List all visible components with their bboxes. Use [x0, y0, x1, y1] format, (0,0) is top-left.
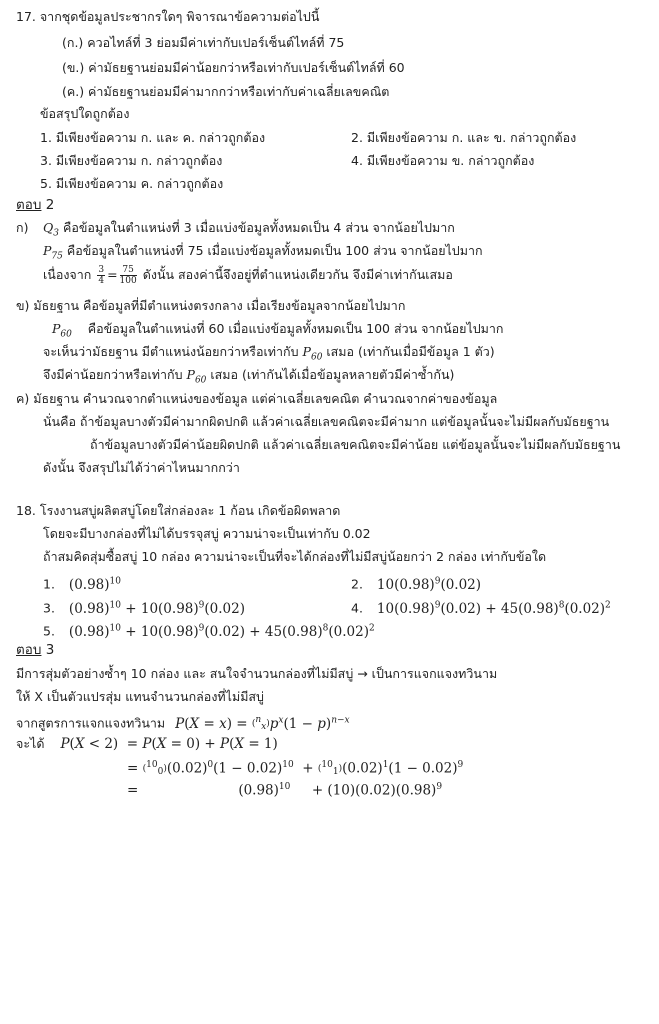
q18-choice-1: [43, 572, 121, 594]
choice-formula: $(0.98)^{10} + 10(0.98)^9(0.02) + 45(0.98)^8(0.02)^2$: [68, 623, 375, 640]
q17-explain-c-line2: นั่นคือ ถ้าข้อมูลบางตัวมีค่ามากผิดปกติ แล้วค่าเฉลี่ยเลขคณิตจะมีค่ามาก แต่ข้อมูลนั้นจะไม่มีผลกับมัธยฐาน: [43, 414, 610, 429]
q17-prompt: ข้อสรุปใดถูกต้อง: [40, 106, 130, 121]
q3-text: คือข้อมูลในตำแหน่งที่ 3 เมื่อแบ่งข้อมูลทั้งหมดเป็น 4 ส่วน จากน้อยไปมาก: [62, 220, 455, 235]
q17-explain-b-p60: [52, 320, 504, 344]
q18-stem: 18. โรงงานสบู่ผลิตสบู่โดยใส่กล่องละ 1 ก้อน เกิดข้อผิดพลาด: [16, 503, 341, 518]
q17-statement-a: (ก.) ควอไทล์ที่ 3 ย่อมมีค่าเท่ากับเปอร์เซ็นต์ไทล์ที่ 75: [62, 35, 345, 50]
q17-choice-5: 5. มีเพียงข้อความ ค. กล่าวถูกต้อง: [40, 176, 224, 191]
q17-explain-c-line4: ดังนั้น จึงสรุปไม่ได้ว่าค่าไหนมากกว่า: [43, 460, 240, 475]
fraction-75-100: $\frac{75}{100}$: [119, 265, 137, 286]
since-text: เนื่องจาก: [43, 267, 92, 282]
q18-solution-line6: = $(0.98)^{10}$ + $(10)(0.02)(0.98)^9$: [127, 782, 443, 799]
result-intro: จะได้: [16, 736, 45, 751]
p75-text: คือข้อมูลในตำแหน่งที่ 75 เมื่อแบ่งข้อมูลทั้งหมดเป็น 100 ส่วน จากน้อยไปมาก: [66, 243, 483, 258]
since-tail: ดังนั้น สองค่านี้จึงอยู่ที่ตำแหน่งเดียวกัน จึงมีค่าเท่ากันเสมอ: [142, 267, 453, 282]
q17-answer: [16, 196, 54, 214]
choice-formula: $10(0.98)^9(0.02)$: [376, 576, 482, 593]
binom-n-x: ($^n_x$): [251, 715, 270, 732]
binom-10-0: ($^{10}_0$): [142, 760, 167, 777]
q3-symbol: $Q_3$: [43, 220, 59, 239]
q18-line2: โดยจะมีบางกล่องที่ไม่ได้บรรจุสบู่ ความน่าจะเป็นเท่ากับ 0.02: [43, 526, 371, 541]
q18-answer: [16, 641, 54, 659]
q18-choice-5: [43, 619, 375, 641]
binomial-formula: $P(X = x) = (^n_x)p^x(1 - p)^{n-x}$: [175, 715, 350, 732]
so-text: จึงมีค่าน้อยกว่าหรือเท่ากับ: [43, 367, 183, 382]
answer-label: ตอบ: [16, 642, 42, 658]
fraction-3-4: $\frac{3}{4}$: [98, 265, 105, 286]
binom-10-1: ($^{10}_1$): [317, 760, 343, 777]
q18-line3: ถ้าสมคิดสุ่มซื้อสบู่ 10 กล่อง ความน่าจะเป็นที่จะได้กล่องที่ไม่มีสบู่น้อยกว่า 2 กล่อง เท่ากับข้อใด: [43, 549, 547, 564]
so-tail: เสมอ (เท่ากันได้เมื่อข้อมูลหลายตัวมีค่าซ้ำกัน): [210, 367, 455, 382]
answer-value: 3: [45, 642, 55, 658]
choice-number: 1.: [43, 576, 55, 592]
q18-solution-line2: ให้ X เป็นตัวแปรสุ่ม แทนจำนวนกล่องที่ไม่มีสบู่: [16, 689, 264, 704]
q17-explain-a-label: ก): [16, 220, 29, 235]
q18-choice-2: [351, 572, 481, 594]
see-text: จะเห็นว่ามัธยฐาน มีตำแหน่งน้อยกว่าหรือเท่ากับ: [43, 344, 299, 359]
q17-explain-b: ข) มัธยฐาน คือข้อมูลที่มีตำแหน่งตรงกลาง เมื่อเรียงข้อมูลจากน้อยไปมาก: [16, 298, 406, 313]
formula-intro: จากสูตรการแจกแจงทวินาม: [16, 715, 166, 731]
p75-symbol: $P_{75}$: [43, 243, 63, 262]
p60-symbol: $P_{60}$: [52, 321, 72, 340]
q17-choice-4: 4. มีเพียงข้อความ ข. กล่าวถูกต้อง: [351, 153, 535, 168]
q18-choice-4: [351, 596, 611, 618]
q17-explain-b-so: [43, 366, 454, 390]
q17-stem: 17. จากชุดข้อมูลประชากรใดๆ พิจารณาข้อความต่อไปนี้: [16, 9, 320, 24]
see-tail: เสมอ (เท่ากันเมื่อมีข้อมูล 1 ตัว): [326, 344, 495, 359]
choice-formula: $(0.98)^{10}$: [68, 576, 121, 593]
q17-explain-a-p75: [43, 242, 483, 266]
q17-choice-3: 3. มีเพียงข้อความ ก. กล่าวถูกต้อง: [40, 153, 223, 168]
q18-solution-line5: = $(^{10}_0)(0.02)^0(1 - 0.02)^{10} + (^{10}_1)(0.02)^1(1 - 0.02)^9$: [127, 760, 464, 777]
q18-solution-line3: [16, 711, 350, 733]
q18-choice-3: [43, 596, 245, 618]
q17-choice-2: 2. มีเพียงข้อความ ก. และ ข. กล่าวถูกต้อง: [351, 130, 577, 145]
q17-explain-a-since: เนื่องจาก $\frac{3}{4}$ = $\frac{75}{100}$ ดังนั้น สองค่านี้จึงอยู่ที่ตำแหน่งเดียวกัน จึงมีค่าเท่ากันเสมอ: [43, 265, 453, 286]
q17-explain-a-q3: [43, 219, 455, 243]
q17-explain-b-see: [43, 343, 495, 367]
probability-expression: P(X < 2) = P(X = 0) + P(X = 1): [60, 736, 278, 752]
choice-formula: $(0.98)^{10} + 10(0.98)^9(0.02)$: [68, 600, 245, 617]
q17-explain-c: ค) มัธยฐาน คำนวณจากตำแหน่งของข้อมูล แต่ค่าเฉลี่ยเลขคณิต คำนวณจากค่าของข้อมูล: [16, 391, 498, 406]
q17-explain-c-line3: ถ้าข้อมูลบางตัวมีค่าน้อยผิดปกติ แล้วค่าเฉลี่ยเลขคณิตจะมีค่าน้อย แต่ข้อมูลนั้นจะไม่มีผลกับมัธยฐาน: [90, 437, 621, 452]
q17-statement-c: (ค.) ค่ามัธยฐานย่อมมีค่ามากกว่าหรือเท่ากับค่าเฉลี่ยเลขคณิต: [62, 84, 390, 99]
q18-solution-line4: [16, 735, 278, 753]
answer-label: ตอบ: [16, 197, 42, 213]
choice-number: 4.: [351, 600, 363, 616]
choice-number: 2.: [351, 576, 363, 592]
choice-number: 3.: [43, 600, 55, 616]
q18-solution-line1: มีการสุ่มตัวอย่างซ้ำๆ 10 กล่อง และ สนใจจำนวนกล่องที่ไม่มีสบู่ → เป็นการแจกแจงทวินาม: [16, 666, 498, 681]
p60-symbol: $P_{60}$: [302, 344, 323, 363]
choice-number: 5.: [43, 623, 55, 639]
p60-symbol: $P_{60}$: [186, 367, 207, 386]
q17-statement-b: (ข.) ค่ามัธยฐานย่อมมีค่าน้อยกว่าหรือเท่ากับเปอร์เซ็นต์ไทล์ที่ 60: [62, 60, 405, 75]
p60-text: คือข้อมูลในตำแหน่งที่ 60 เมื่อแบ่งข้อมูลทั้งหมดเป็น 100 ส่วน จากน้อยไปมาก: [87, 321, 504, 336]
q17-choice-1: 1. มีเพียงข้อความ ก. และ ค. กล่าวถูกต้อง: [40, 130, 266, 145]
choice-formula: $10(0.98)^9(0.02) + 45(0.98)^8(0.02)^2$: [376, 600, 611, 617]
answer-value: 2: [45, 197, 55, 213]
